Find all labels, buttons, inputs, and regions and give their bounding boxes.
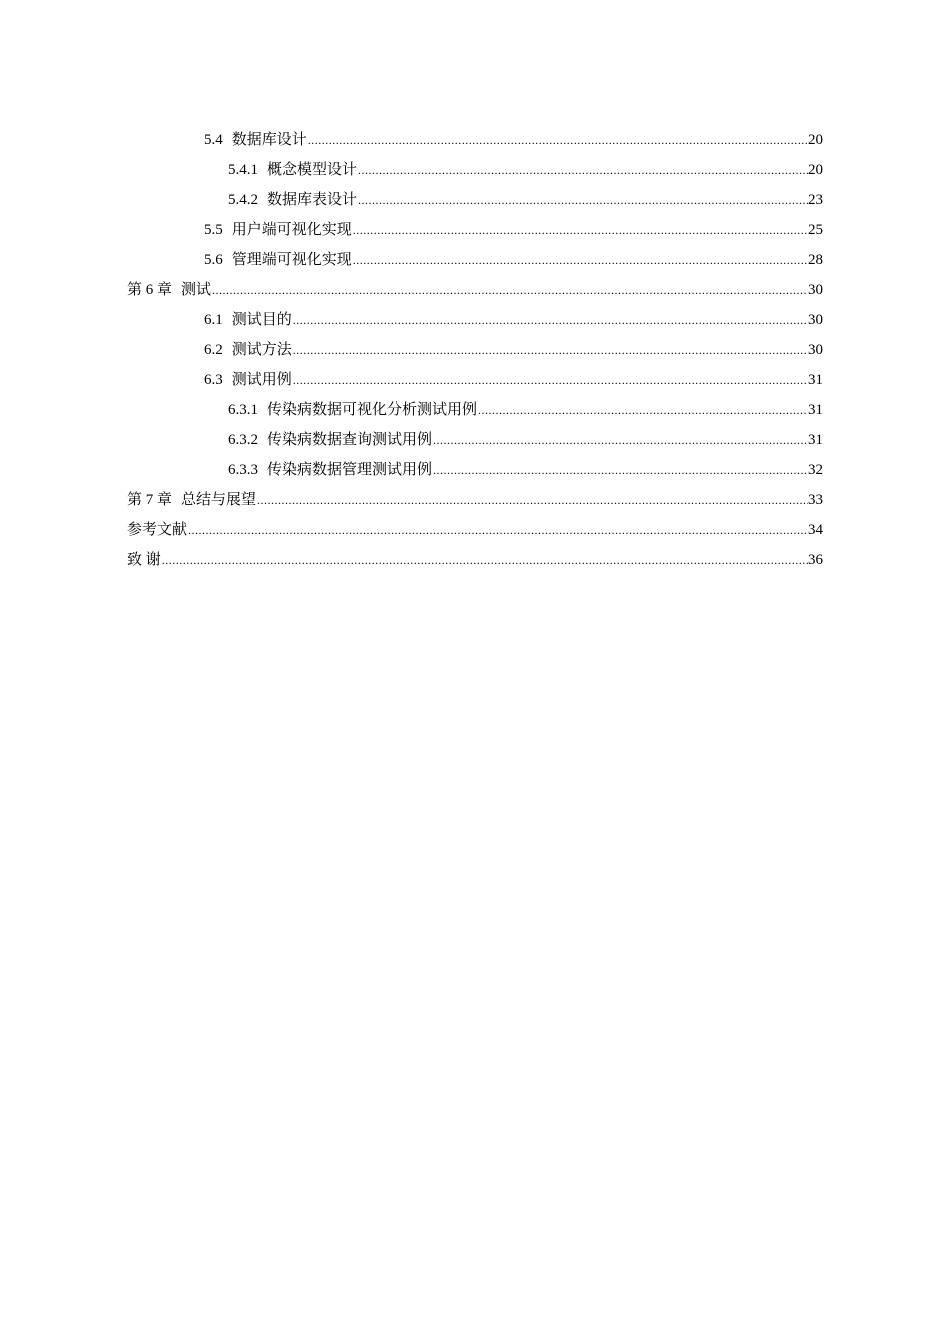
toc-entry-title: 测试 bbox=[181, 282, 212, 298]
toc-entry-title: 总结与展望 bbox=[181, 492, 257, 508]
toc-dot-leader bbox=[293, 365, 808, 395]
toc-entry-title: 测试方法 bbox=[231, 342, 292, 358]
toc-entry-title: 传染病数据管理测试用例 bbox=[267, 462, 433, 478]
toc-entry-page: 20 bbox=[808, 162, 823, 178]
toc-entry-page: 30 bbox=[808, 282, 823, 298]
toc-dot-leader bbox=[353, 245, 808, 275]
toc-entry-title: 参考文献 bbox=[127, 522, 188, 538]
toc-entry-5-5[interactable] bbox=[0, 215, 950, 245]
toc-entry-page: 28 bbox=[808, 252, 823, 268]
toc-entry-page: 30 bbox=[808, 312, 823, 328]
toc-entry-title: 传染病数据查询测试用例 bbox=[267, 432, 433, 448]
toc-dot-leader bbox=[358, 155, 808, 185]
toc-dot-leader bbox=[433, 455, 808, 485]
toc-dot-leader bbox=[293, 305, 808, 335]
toc-entry-6-3-1[interactable] bbox=[0, 395, 950, 425]
toc-entry-page: 33 bbox=[808, 492, 823, 508]
toc-dot-leader bbox=[433, 425, 808, 455]
toc-entry-6-3-2[interactable] bbox=[0, 425, 950, 455]
toc-entry-title: 数据库设计 bbox=[231, 132, 307, 148]
toc-entry-page: 20 bbox=[808, 132, 823, 148]
toc-entry-page: 34 bbox=[808, 522, 823, 538]
toc-dot-leader bbox=[478, 395, 808, 425]
toc-entry-page: 36 bbox=[808, 552, 823, 568]
toc-dot-leader bbox=[212, 275, 808, 305]
toc-entry-title: 管理端可视化实现 bbox=[231, 252, 352, 268]
toc-entry-number: 6.3.3 bbox=[228, 462, 258, 478]
toc-entry-6-3-3[interactable] bbox=[0, 455, 950, 485]
toc-entry-title: 致 谢 bbox=[127, 552, 161, 568]
toc-entry-number: 第 6 章 bbox=[127, 282, 173, 298]
toc-entry-title: 测试目的 bbox=[231, 312, 292, 328]
toc-entry-number: 5.6 bbox=[204, 252, 223, 268]
toc-entry-number: 6.3 bbox=[204, 372, 223, 388]
toc-entry-6-2[interactable] bbox=[0, 335, 950, 365]
toc-entry-page: 31 bbox=[808, 372, 823, 388]
toc-entry-number: 5.4.2 bbox=[228, 192, 258, 208]
toc-entry-number: 6.2 bbox=[204, 342, 223, 358]
toc-dot-leader bbox=[188, 515, 808, 545]
toc-entry-acknowledgements[interactable] bbox=[0, 545, 950, 575]
toc-entry-title: 传染病数据可视化分析测试用例 bbox=[267, 402, 478, 418]
toc-entry-chapter-7[interactable] bbox=[0, 485, 950, 515]
toc-entry-5-4[interactable] bbox=[0, 125, 950, 155]
table-of-contents bbox=[0, 125, 950, 575]
toc-entry-5-4-2[interactable] bbox=[0, 185, 950, 215]
toc-entry-number: 5.4 bbox=[204, 132, 223, 148]
toc-entry-title: 测试用例 bbox=[231, 372, 292, 388]
toc-entry-page: 31 bbox=[808, 402, 823, 418]
toc-dot-leader bbox=[358, 185, 808, 215]
toc-entry-6-3[interactable] bbox=[0, 365, 950, 395]
toc-dot-leader bbox=[162, 545, 808, 575]
toc-entry-page: 23 bbox=[808, 192, 823, 208]
toc-entry-page: 32 bbox=[808, 462, 823, 478]
toc-entry-6-1[interactable] bbox=[0, 305, 950, 335]
toc-dot-leader bbox=[308, 125, 808, 155]
toc-entry-5-4-1[interactable] bbox=[0, 155, 950, 185]
toc-dot-leader bbox=[353, 215, 808, 245]
toc-entry-page: 31 bbox=[808, 432, 823, 448]
toc-entry-number: 6.3.1 bbox=[228, 402, 258, 418]
toc-entry-references[interactable] bbox=[0, 515, 950, 545]
toc-entry-page: 30 bbox=[808, 342, 823, 358]
toc-dot-leader bbox=[257, 485, 808, 515]
toc-entry-number: 5.4.1 bbox=[228, 162, 258, 178]
toc-dot-leader bbox=[293, 335, 808, 365]
toc-entry-title: 数据库表设计 bbox=[267, 192, 358, 208]
toc-entry-number: 6.1 bbox=[204, 312, 223, 328]
toc-entry-chapter-6[interactable] bbox=[0, 275, 950, 305]
toc-entry-number: 6.3.2 bbox=[228, 432, 258, 448]
toc-entry-title: 用户端可视化实现 bbox=[231, 222, 352, 238]
toc-entry-number: 第 7 章 bbox=[127, 492, 173, 508]
toc-entry-title: 概念模型设计 bbox=[267, 162, 358, 178]
toc-entry-5-6[interactable] bbox=[0, 245, 950, 275]
toc-entry-number: 5.5 bbox=[204, 222, 223, 238]
toc-entry-page: 25 bbox=[808, 222, 823, 238]
